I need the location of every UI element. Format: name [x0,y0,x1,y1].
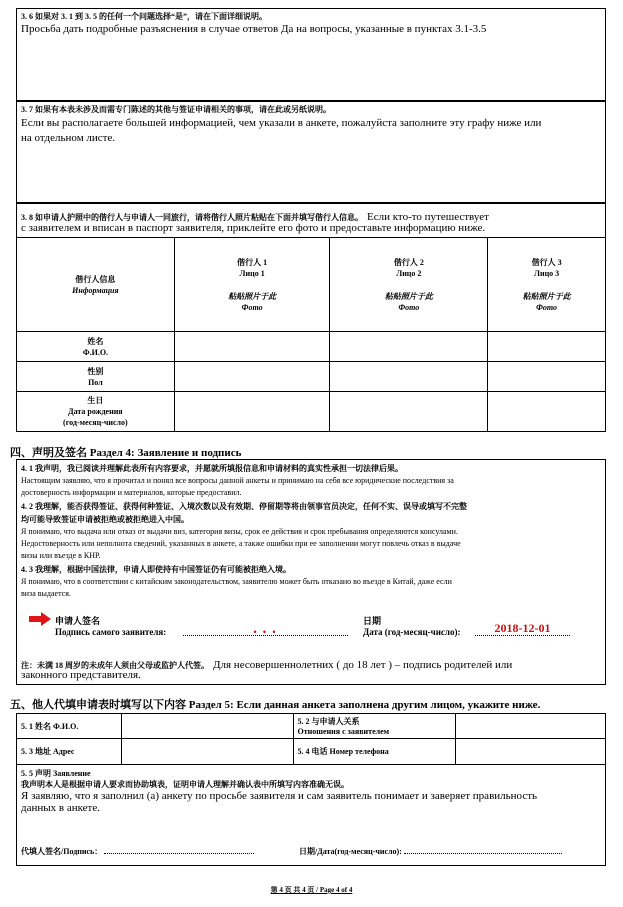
companions-table [16,237,606,432]
q37-cn: 3. 7 如果有本表未涉及而需专门陈述的其他与签证申请相关的事项，请在此或另纸说明。 [21,105,331,114]
applicant-signature-field[interactable]: • • • [183,622,348,636]
question-3-8-header [16,203,606,238]
question-3-7-box[interactable] [16,101,606,203]
companion-2-photo[interactable]: 偕行人 2 Лицо 2 粘贴照片于此 Фото [330,238,488,332]
row-sex-label: 性别 Пол [17,362,175,392]
q36-ru: Просьба дать подробные разъяснения в случае ответов Да на вопросы, указанные в пунктах 3.1-3.5 [21,23,487,35]
date-label-cn: 日期 [363,616,382,626]
section-5-table [16,713,606,866]
helper-relation-input[interactable] [456,714,606,739]
helper-signature-label: 代填人签名/Подпись： [21,847,103,856]
companion-1-sex[interactable] [174,362,330,392]
table-row [17,332,606,362]
p41-cn: 4. 1 我声明，我已阅读并理解此表所有内容要求，并愿就所填报信息和申请材料的真实性承担一切法律后果。 [21,464,403,473]
field-5-4-label: 5. 4 电话 Номер телефона [293,739,456,765]
section-5-heading: 五、他人代填申请表时填写以下内容 Раздел 5: Если данная анкета заполнена другим лицом, укажите ниже. [10,699,541,711]
date-label-ru: Дата (год-месяц-число): [363,627,461,637]
page-footer: 第 4 页 共 4 页 / Page 4 of 4 [270,886,353,894]
p42-cn1: 4. 2 我理解，能否获得签证、获得何种签证、入境次数以及有效期、停留期等将由领事官员决定，任何不实、误导或填写不完整 [21,502,467,511]
p43-cn: 4. 3 我理解，根据中国法律，申请人即使持有中国签证仍有可能被拒绝入境。 [21,565,291,574]
companion-1-name[interactable] [174,332,330,362]
p42-ru3: визы или въезде в КНР. [21,551,101,560]
q37-ru-line1: Если вы располагаете большей информацией, чем указали в анкете, пожалуйста заполните эту графу ниже или [21,117,542,129]
section-4-heading: 四、声明及签名 Раздел 4: Заявление и подпись [10,447,242,459]
field-5-3-label: 5. 3 地址 Адрес [17,739,122,765]
minor-note: 注：未满 18 周岁的未成年人须由父母或监护人代签。 Для несовершеннолетних ( до 18 лет ) – подпись родителей или [21,659,513,671]
table-row [17,392,606,432]
helper-name-input[interactable] [121,714,293,739]
companion-3-photo[interactable]: 偕行人 3 Лицо 3 粘贴照片于此 Фото [488,238,606,332]
companion-2-sex[interactable] [330,362,488,392]
p41-ru1: Настоящим заявляю, что я прочитал и понял все вопросы данной анкеты и принимаю на себя все юридические последствия за [21,476,454,485]
arrow-right-icon [29,612,51,626]
question-3-6-box[interactable] [16,8,606,101]
q36-cn: 3. 6 如果对 3. 1 到 3. 5 的任何一个问题选择“是”，请在下面详细说明。 [21,12,267,21]
row-name-label: 姓名 Ф.И.О. [17,332,175,362]
field-5-2-label: 5. 2 与申请人关系 Отношения с заявителем [293,714,456,739]
companion-1-dob[interactable] [174,392,330,432]
companion-3-name[interactable] [488,332,606,362]
table-row [17,362,606,392]
helper-date-field[interactable] [404,845,562,854]
field-5-5-declaration: 5. 5 声明 Заявление 我声明本人是根据申请人要求而协助填表，证明申请人理解并确认表中所填写内容准确无误。 Я заявляю, что я заполнил (а) анкету по просьбе заявителя и сам заявитель понимает и заверяет правильность данных в анкете. 代填人签名/Подпись： 日期/Дата(год-месяц-число): [17,765,606,866]
info-header: 偕行人信息 Информация [17,238,175,332]
row-dob-label: 生日 Дата рождения (год-месяц-число) [17,392,175,432]
helper-signature-field[interactable] [104,845,254,854]
q38-line1: 3. 8 如申请人护照中的偕行人与申请人一同旅行，请将偕行人照片粘贴在下面并填写偕行人信息。 Если кто-то путешествует [21,211,489,223]
companion-1-photo[interactable]: 偕行人 1 Лицо 1 粘贴照片于此 Фото [174,238,330,332]
companion-3-sex[interactable] [488,362,606,392]
p42-ru2: Недостоверность или неполнота сведений, указанных в анкете, а также ошибки при ее заполнении могут повлечь отказ в выдаче [21,539,461,548]
companion-2-dob[interactable] [330,392,488,432]
signature-label-cn: 申请人签名 [55,616,101,626]
helper-date-label: 日期/Дата(год-месяц-число): [299,847,402,856]
q38-line2: с заявителем и вписан в паспорт заявителя, приклейте его фото и предоставьте информацию ниже. [21,222,486,234]
p41-ru2: достоверность информации и материалов, которые предоставил. [21,488,242,497]
q37-ru-line2: на отдельном листе. [21,132,116,144]
p43-ru1: Я понимаю, что в соответствии с китайским законодательством, заявителю может быть отказано во въезде в Китай, даже если [21,577,452,586]
companion-3-dob[interactable] [488,392,606,432]
companion-2-name[interactable] [330,332,488,362]
p42-cn2: 均可能导致签证申请被拒绝或被拒绝进入中国。 [21,515,189,524]
signature-label-ru: Подпись самого заявителя: [55,627,167,637]
section-4-box [16,459,606,685]
p43-ru2: виза выдается. [21,589,71,598]
minor-note-2: законного представителя. [21,669,141,681]
applicant-date-field[interactable]: 2018-12-01 [475,622,570,636]
helper-address-input[interactable] [121,739,293,765]
field-5-1-label: 5. 1 姓名 Ф.И.О. [17,714,122,739]
helper-phone-input[interactable] [456,739,606,765]
p42-ru1: Я понимаю, что выдача или отказ от выдачи виз, категория визы, срок ее действия и срок пребывания определяются консулами. [21,527,458,536]
